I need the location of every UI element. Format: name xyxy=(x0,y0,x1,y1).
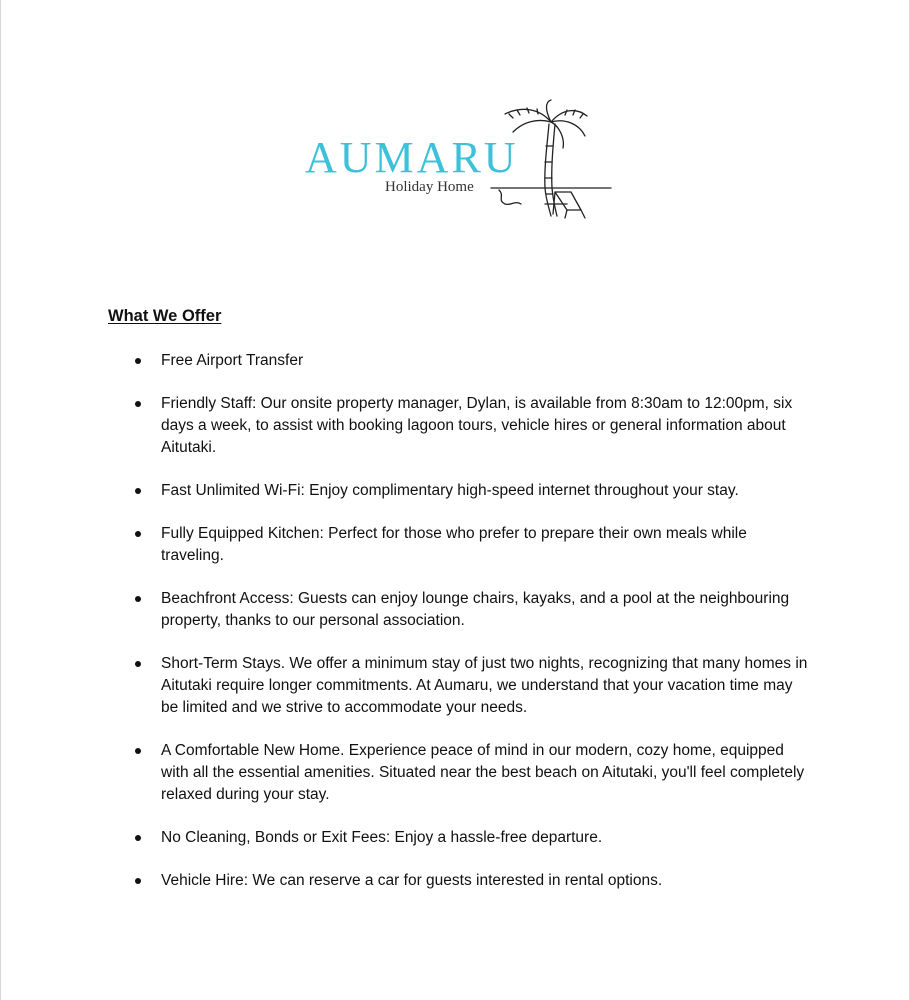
list-item xyxy=(108,870,813,892)
bullet-icon xyxy=(135,596,141,602)
list-item xyxy=(108,827,813,849)
list-item-text: Vehicle Hire: We can reserve a car for guests interested in rental options. xyxy=(161,872,663,889)
list-item xyxy=(108,653,813,719)
list-item xyxy=(108,393,813,459)
bullet-icon xyxy=(135,835,141,841)
list-item-text: No Cleaning, Bonds or Exit Fees: Enjoy a hassle-free departure. xyxy=(161,829,603,846)
list-item xyxy=(108,588,813,632)
list-item xyxy=(108,350,813,372)
list-item-text: Fast Unlimited Wi-Fi: Enjoy complimentary high-speed internet throughout your stay. xyxy=(161,482,739,499)
list-item xyxy=(108,480,813,502)
list-item-text: Short-Term Stays. We offer a minimum stay of just two nights, recognizing that many homes in Aitutaki require longer commitments. At Aumaru, we understand that your vacation time may be limited and we strive to accommodate your needs. xyxy=(161,655,808,716)
bullet-icon xyxy=(135,748,141,754)
aumaru-logo xyxy=(301,96,621,226)
logo-tagline: Holiday Home xyxy=(385,179,474,195)
list-item xyxy=(108,740,813,806)
bullet-icon xyxy=(135,878,141,884)
section-heading: What We Offer xyxy=(108,307,222,325)
offers-list xyxy=(108,350,813,913)
list-item xyxy=(108,523,813,567)
list-item-text: Beachfront Access: Guests can enjoy lounge chairs, kayaks, and a pool at the neighbouring property, thanks to our personal association. xyxy=(161,590,790,629)
bullet-icon xyxy=(135,488,141,494)
list-item-text: Fully Equipped Kitchen: Perfect for those who prefer to prepare their own meals while traveling. xyxy=(161,525,747,564)
bullet-icon xyxy=(135,401,141,407)
list-item-text: Friendly Staff: Our onsite property manager, Dylan, is available from 8:30am to 12:00pm, six days a week, to assist with booking lagoon tours, vehicle hires or general information about Aitutaki. xyxy=(161,395,793,456)
bullet-icon xyxy=(135,358,141,364)
bullet-icon xyxy=(135,661,141,667)
logo-wordmark: AUMARU xyxy=(305,133,519,182)
bullet-icon xyxy=(135,531,141,537)
list-item-text: A Comfortable New Home. Experience peace of mind in our modern, cozy home, equipped with all the essential amenities. Situated near the best beach on Aitutaki, you'll feel completely relaxed during your stay. xyxy=(161,742,805,803)
list-item-text: Free Airport Transfer xyxy=(161,352,304,369)
